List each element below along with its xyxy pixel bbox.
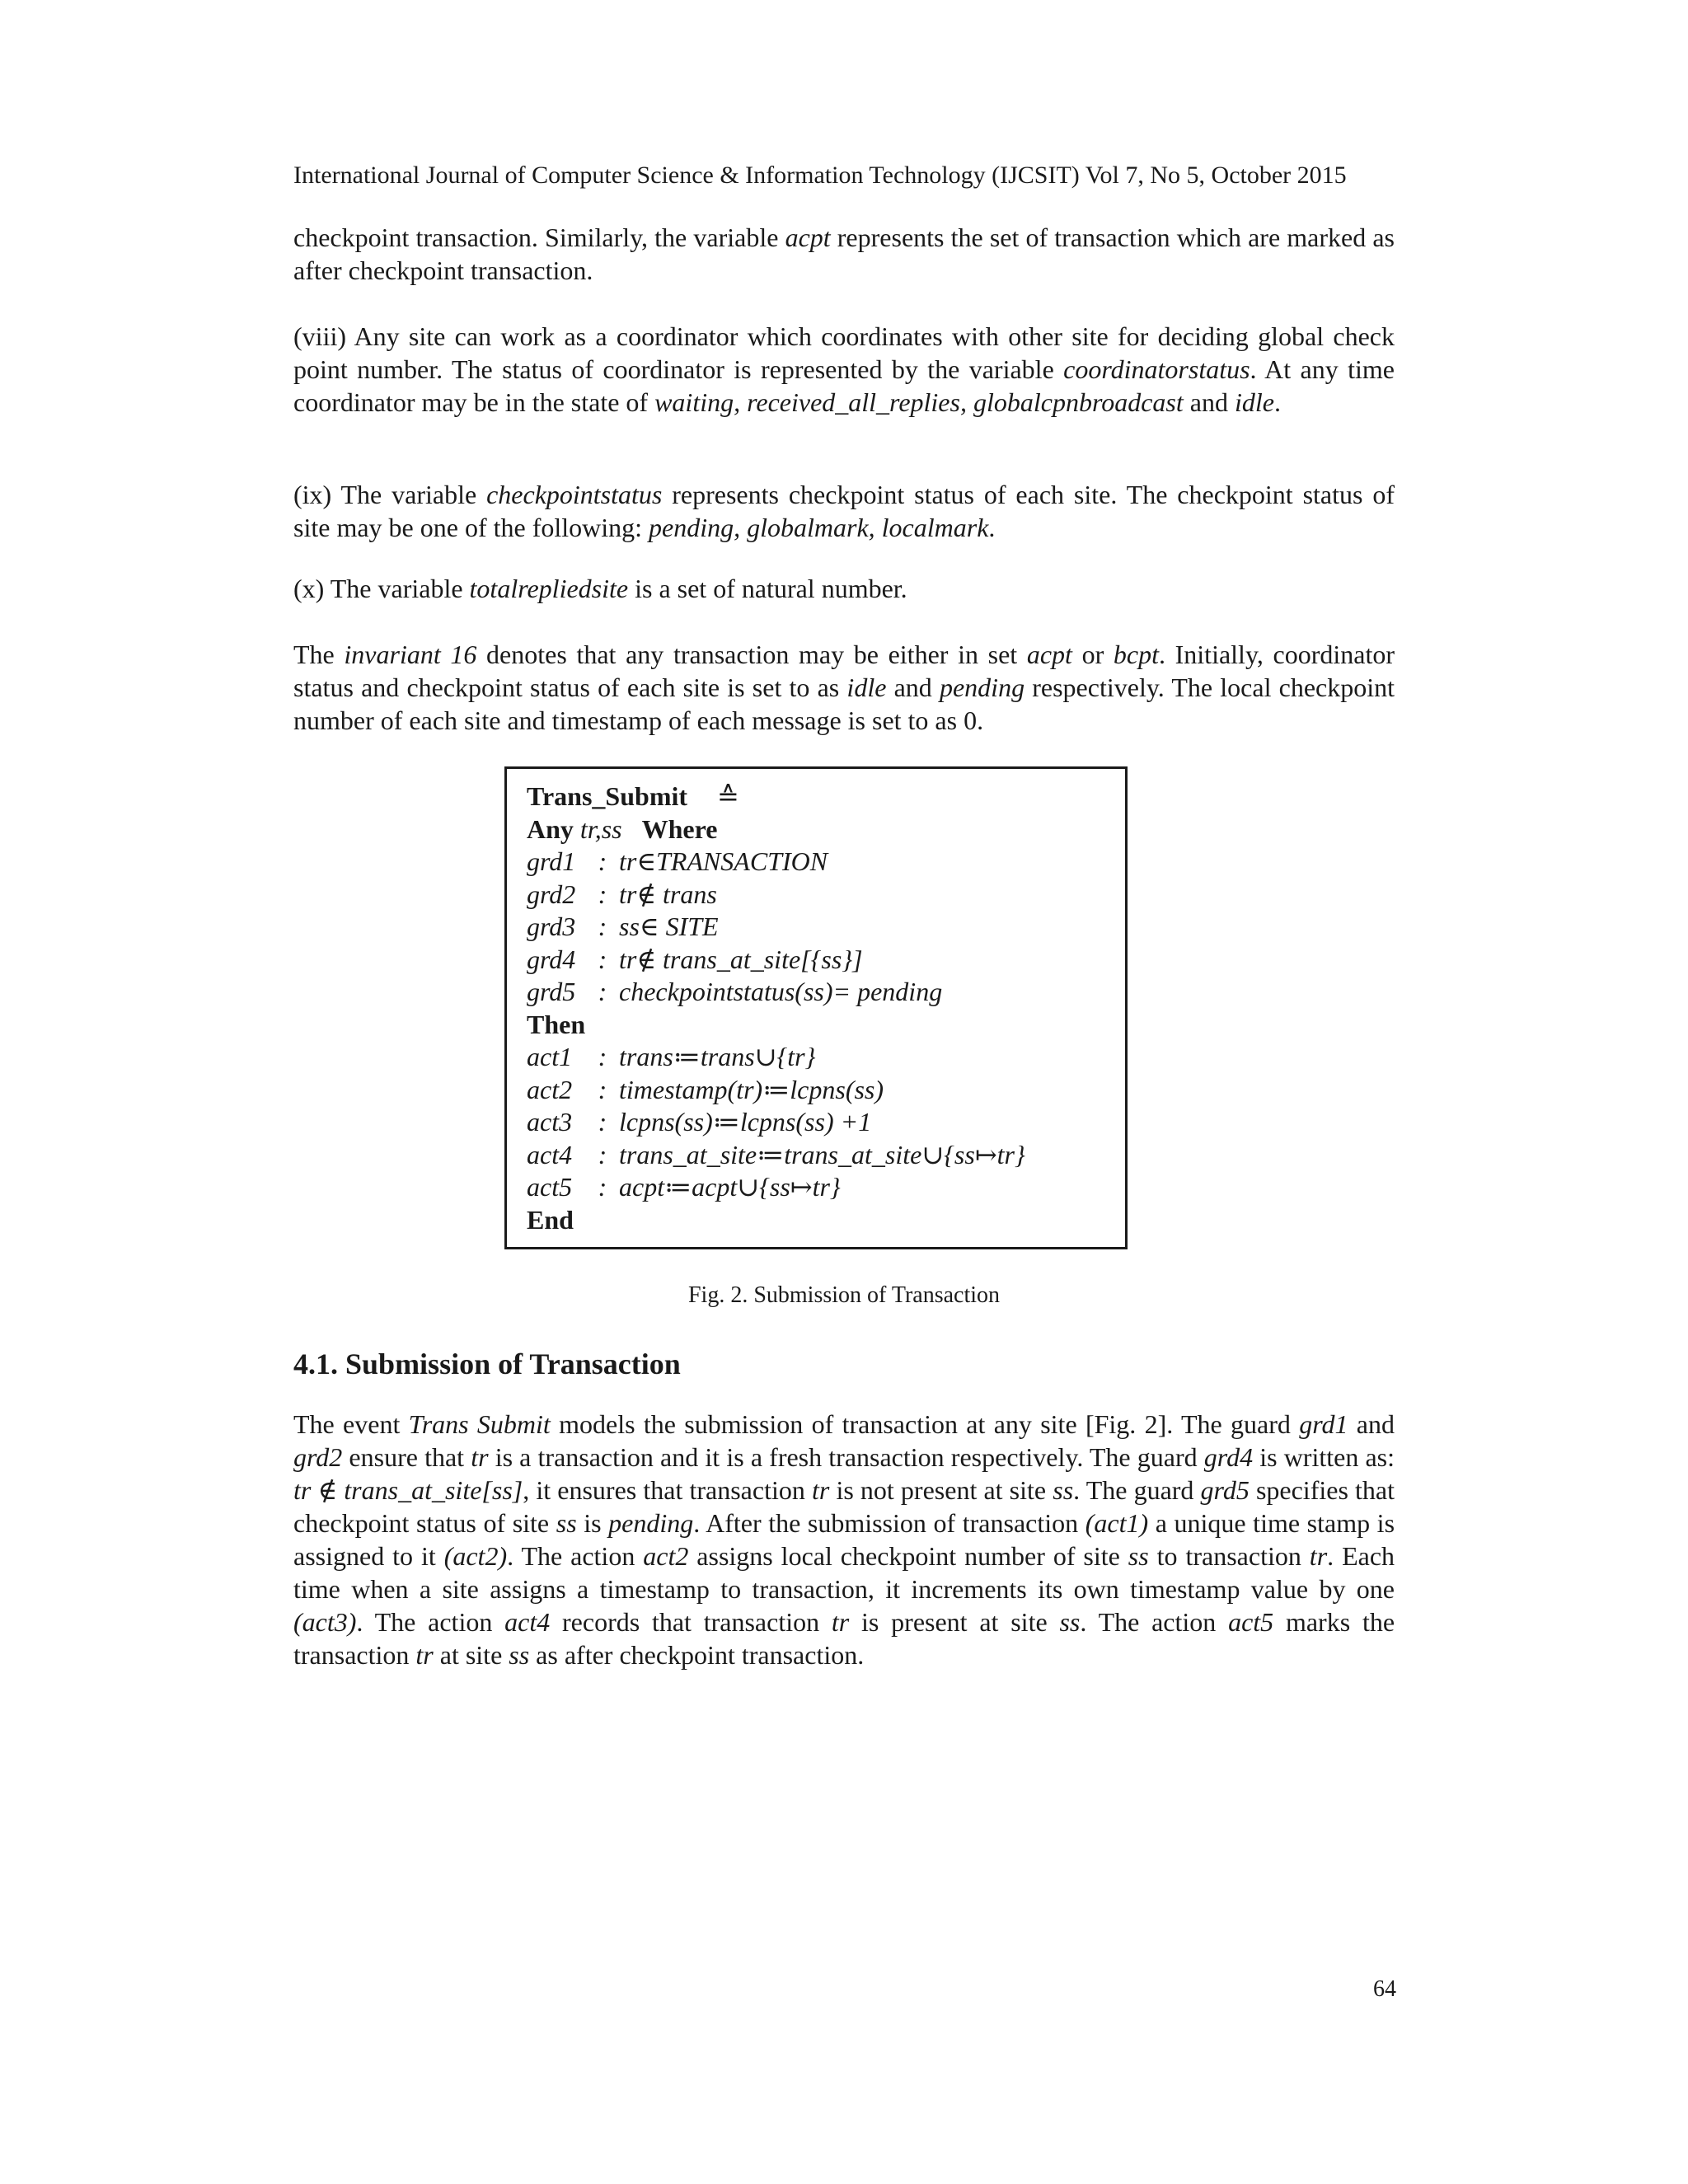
figure-caption: Fig. 2. Submission of Transaction <box>687 1282 1001 1308</box>
journal-header: International Journal of Computer Science & Information Technology (IJCSIT) Vol 7, No 5, October 2015 <box>293 162 1347 189</box>
event-params: tr,ss <box>579 813 622 844</box>
event-definition-box <box>504 766 1128 1249</box>
paragraph-coordinator: (viii) Any site can work as a coordinator which coordinates with other site for deciding global check point number. The status of coordinator is represented by the variable coordinatorstatus. At any time coordinator may be in the state of waiting, received_all_replies, globalcpnbroadcast and idle. <box>293 321 1395 417</box>
then-keyword: Then <box>527 1009 586 1039</box>
action-row: act2 : timestamp(tr)≔lcpns(ss) <box>527 1074 884 1104</box>
action-row: act4 : trans_at_site≔trans_at_site∪{ss↦tr} <box>527 1139 1025 1169</box>
defined-as-symbol: ≙ <box>717 781 739 811</box>
event-title: Trans_Submit <box>527 781 688 811</box>
end-row <box>527 1204 1125 1237</box>
guard-row: grd4 : tr∉ trans_at_site[{ss}] <box>527 944 863 974</box>
end-keyword: End <box>527 1204 574 1235</box>
paragraph-checkpointstatus: (ix) The variable checkpointstatus represents checkpoint status of each site. The checkpoint status of site may be one of the following: pending, globalmark, localmark. <box>293 480 1395 542</box>
event-any-row <box>527 813 1125 846</box>
section-title: 4.1. Submission of Transaction <box>293 1347 681 1380</box>
guard-row: grd2 : tr∉ trans <box>527 879 717 909</box>
guard-row: grd3 : ss∈ SITE <box>527 912 719 941</box>
guard-row: grd5 : checkpointstatus(ss)= pending <box>527 977 943 1006</box>
action-row: act3 : lcpns(ss)≔lcpns(ss) +1 <box>527 1107 872 1137</box>
page-number: 64 <box>1373 1976 1396 2002</box>
where-keyword: Where <box>641 813 718 844</box>
event-title-row <box>527 780 1125 813</box>
any-keyword: Any <box>527 813 574 844</box>
section-paragraph: The event Trans Submit models the submission of transaction at any site [Fig. 2]. The guard grd1 and grd2 ensure that tr is a transaction and it is a fresh transaction respectively. The guard grd4 is written as: tr ∉ trans_at_site[ss], it ensures that transaction tr is not present at site ss. The guard grd5 specifies that checkpoint status of site ss is pending. After the submission of transaction (act1) a unique time stamp is assigned to it (act2). The action act2 assigns local checkpoint number of site ss to transaction tr. Each time when a site assigns a timestamp to transaction, it increments its own timestamp value by one (act3). The action act4 records that transaction tr is present at site ss. The action act5 marks the transaction tr at site ss as after checkpoint transaction. <box>293 1409 1395 1670</box>
paragraph-acpt: checkpoint transaction. Similarly, the variable acpt represents the set of transaction which are marked as after checkpoint transaction. <box>293 223 1395 285</box>
action-row: act5 : acpt≔acpt∪{ss↦tr} <box>527 1172 841 1202</box>
then-row <box>527 1009 1125 1042</box>
paragraph-totalrepliedsite: (x) The variable totalrepliedsite is a set of natural number. <box>293 574 907 603</box>
guard-row: grd1 : tr∈TRANSACTION <box>527 846 828 876</box>
action-row: act1 : trans≔trans∪{tr} <box>527 1042 816 1071</box>
paragraph-invariant: The invariant 16 denotes that any transaction may be either in set acpt or bcpt. Initially, coordinator status and checkpoint status of each site is set to as idle and pending respectively. The local checkpoint number of each site and timestamp of each message is set to as 0. <box>293 640 1395 735</box>
